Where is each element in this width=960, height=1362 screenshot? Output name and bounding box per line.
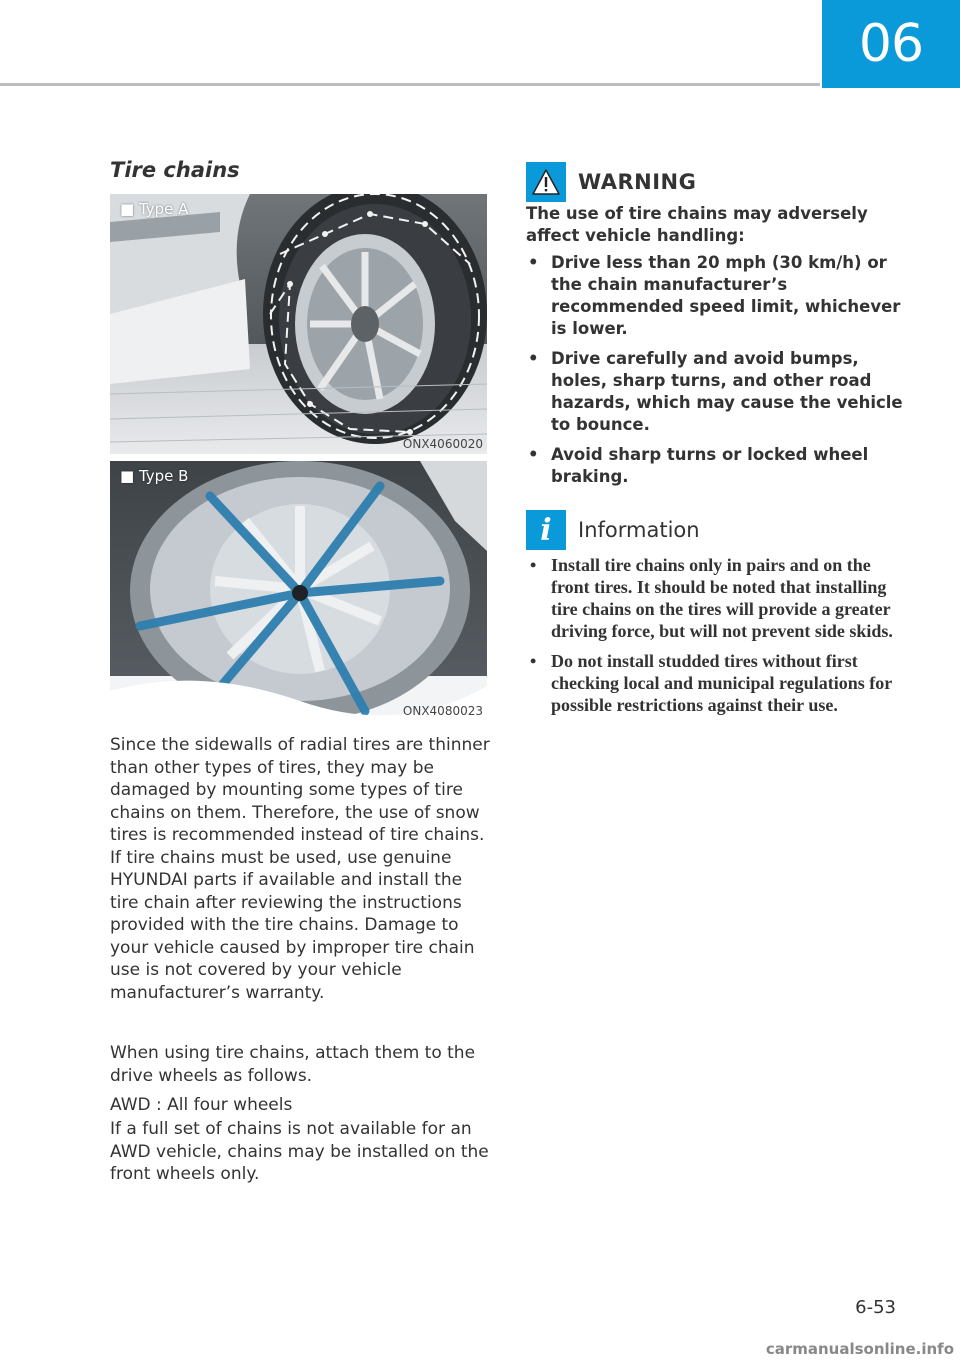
list-item: • Drive carefully and avoid bumps, holes, sharp turns, and other road hazards, which may cause the vehicle to bounce. xyxy=(526,348,906,436)
header-rule xyxy=(0,83,820,86)
warning-list xyxy=(526,252,906,496)
list-item: • Install tire chains only in pairs and on the front tires. It should be noted that installing tire chains on the tires will provide a greater driving force, but will not prevent side skids. xyxy=(526,554,906,642)
body-paragraph: Since the sidewalls of radial tires are thinner than other types of tires, they may be damaged by mounting some types of tire chains on them. Therefore, the use of snow tires is recommended instead of tire chains. If tire chains must be used, use genuine HYUNDAI parts if available and install the tire chain after reviewing the instructions provided with the tire chains. Damage to your vehicle caused by improper tire chain use is not covered by your vehicle manufacturer’s warranty. xyxy=(110,735,490,1003)
list-item: • Drive less than 20 mph (30 km/h) or the chain manufacturer’s recommended speed limit, whichever is lower. xyxy=(526,252,906,340)
chapter-tab: 06 xyxy=(822,0,960,88)
list-item: • Avoid sharp turns or locked wheel braking. xyxy=(526,444,906,488)
information-list xyxy=(526,554,906,724)
watermark: carmanualsonline.info xyxy=(765,1340,954,1358)
warning-intro: The use of tire chains may adversely affect vehicle handling: xyxy=(526,204,868,245)
figure-label: ■ Type B xyxy=(120,467,189,485)
warning-title: WARNING xyxy=(578,170,697,194)
section-title: Tire chains xyxy=(110,158,240,182)
info-icon: i xyxy=(526,510,566,550)
warning-header xyxy=(526,162,696,202)
information-title: Information xyxy=(578,518,700,542)
figure-code: ONX4060020 xyxy=(402,437,483,451)
figure-label: ■ Type A xyxy=(120,200,189,218)
figure-type-b xyxy=(110,461,487,721)
body-paragraph: When using tire chains, attach them to the drive wheels as follows. xyxy=(110,1043,476,1086)
tire-chain-type-a-illustration xyxy=(110,194,487,454)
figure-type-a xyxy=(110,194,487,454)
tire-chain-type-b-illustration xyxy=(110,461,487,721)
figure-code: ONX4080023 xyxy=(402,704,483,718)
body-paragraph: AWD : All four wheels xyxy=(110,1095,293,1115)
page-number: 6-53 xyxy=(855,1297,896,1318)
body-paragraph: If a full set of chains is not available for an AWD vehicle, chains may be installed on the front wheels only. xyxy=(110,1119,489,1184)
warning-icon xyxy=(526,162,566,202)
list-item: • Do not install studded tires without first checking local and municipal regulations for possible restrictions against their use. xyxy=(526,650,906,716)
information-header xyxy=(526,510,700,550)
